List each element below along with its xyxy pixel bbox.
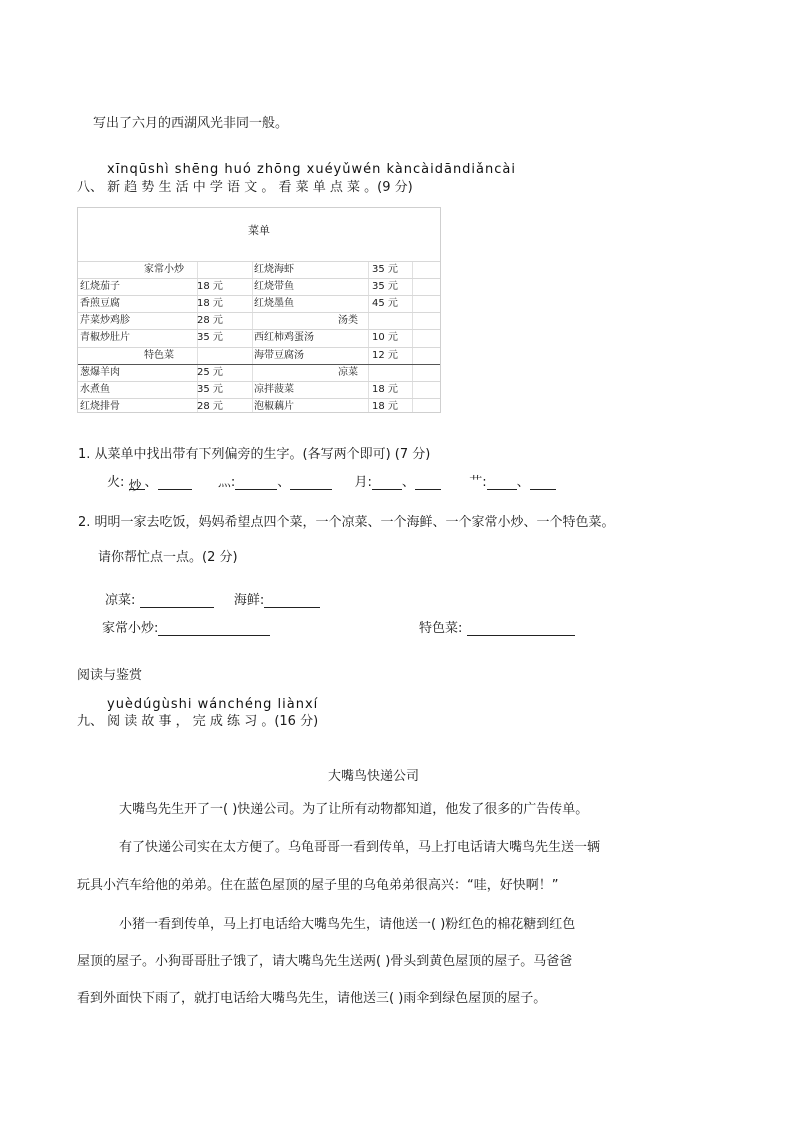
moon-radical-label: 月: <box>354 475 372 490</box>
cold-dish-answer[interactable] <box>140 593 214 608</box>
menu-cell-l-name: 水煮鱼 <box>80 383 110 395</box>
moon-answer-1[interactable] <box>372 475 402 490</box>
story-paragraph-3a: 小猪一看到传单，马上打电话给大嘴鸟先生，请他送一( )粉红色的棉花糖到红色 <box>119 917 576 932</box>
menu-cell-r-name: 红烧海虾 <box>254 264 294 275</box>
fire-example: 炒 <box>128 479 142 494</box>
q1-answer-line <box>107 471 556 494</box>
menu-cell-l-price: 35 元 <box>197 332 223 344</box>
sep: 、 <box>277 475 291 490</box>
home-dish-label: 家常小炒: <box>102 621 159 636</box>
home-dish-answer[interactable] <box>158 621 270 636</box>
menu-row <box>78 398 440 415</box>
menu-row <box>78 278 440 295</box>
menu-cell-r-name: 凉拌菠菜 <box>254 383 294 395</box>
menu-row <box>78 347 440 364</box>
menu-cell-r-price: 10 元 <box>372 332 398 344</box>
intro-line: 写出了六月的西湖风光非同一般。 <box>93 116 289 131</box>
seafood-label: 海鲜: <box>233 593 265 608</box>
menu-cell-l-name: 芹菜炒鸡胗 <box>80 315 130 327</box>
q9-pinyin: yuèdúgùshi wánchéng liànxí <box>107 697 319 712</box>
menu-cell-l-price: 28 元 <box>197 400 223 412</box>
menu-cell-l-name: 葱爆羊肉 <box>80 366 120 378</box>
special-dish-label: 特色菜: <box>419 621 463 636</box>
q1-text: 1. 从菜单中找出带有下列偏旁的生字。(各写两个即可) (7 分) <box>78 447 431 462</box>
menu-title: 菜单 <box>248 224 270 237</box>
cold-dish-label: 凉菜: <box>105 593 136 608</box>
q8-pinyin: xīnqūshì shēng huó zhōng xuéyǔwén kàncàidāndiǎncài <box>107 162 516 177</box>
story-paragraph-1: 大嘴鸟先生开了一( )快递公司。为了让所有动物都知道，他发了很多的广告传单。 <box>119 802 589 817</box>
menu-cell-l-name: 红烧排骨 <box>80 400 120 412</box>
menu-cell-l-name: 青椒炒肚片 <box>80 332 130 344</box>
menu-row <box>78 295 440 312</box>
menu-cell-r-name: 凉菜 <box>338 366 358 378</box>
dots-radical-label: 灬: <box>217 475 236 490</box>
menu-cell-r-price: 18 元 <box>372 400 398 412</box>
q9-title: 九、 阅 读 故 事 ， 完 成 练 习 。(16 分) <box>77 714 319 729</box>
menu-cell-l-name: 香煎豆腐 <box>80 298 120 310</box>
dots-answer-1[interactable] <box>235 475 277 490</box>
sep: 、 <box>516 475 530 490</box>
grass-radical-label: 艹: <box>469 475 487 490</box>
story-paragraph-2b: 玩具小汽车给他的弟弟。住在蓝色屋顶的屋子里的乌龟弟弟很高兴：“哇，好快啊！” <box>77 878 559 893</box>
sep: 、 <box>144 475 158 490</box>
menu-cell-r-name: 红烧带鱼 <box>254 281 294 293</box>
menu-cell-r-price: 35 元 <box>372 281 398 293</box>
menu-cell-l-price: 25 元 <box>197 366 223 378</box>
menu-cell-r-name: 海带豆腐汤 <box>254 349 304 361</box>
seafood-answer[interactable] <box>264 593 320 608</box>
menu-cell-r-price: 45 元 <box>372 298 398 310</box>
q2-text: 2. 明明一家去吃饭，妈妈希望点四个菜，一个凉菜、一个海鲜、一个家常小炒、一个特色菜。 <box>78 515 615 530</box>
q2-text-2: 请你帮忙点一点。(2 分) <box>98 550 238 565</box>
menu-cell-r-price: 18 元 <box>372 383 398 395</box>
section-heading: 阅读与鉴赏 <box>77 668 143 683</box>
fire-radical-label: 火: <box>107 475 125 490</box>
story-paragraph-3c: 看到外面快下雨了，就打电话给大嘴鸟先生，请他送三( )雨伞到绿色屋顶的屋子。 <box>77 991 547 1006</box>
q2-row-2 <box>102 617 270 636</box>
menu-cell-r-name: 红烧墨鱼 <box>254 298 294 310</box>
menu-cell-r-name: 西红柿鸡蛋汤 <box>254 332 314 344</box>
grass-answer-1[interactable] <box>487 475 517 490</box>
moon-answer-2[interactable] <box>415 475 441 490</box>
menu-table <box>77 207 441 413</box>
menu-cell-r-price: 12 元 <box>372 349 398 361</box>
q8-title: 八、 新 趋 势 生 活 中 学 语 文 。 看 菜 单 点 菜 。(9 分) <box>77 180 413 195</box>
grass-answer-2[interactable] <box>530 475 556 490</box>
menu-cell-l-name: 红烧茄子 <box>80 281 120 293</box>
q2-row-1 <box>105 589 320 608</box>
menu-row <box>78 329 440 346</box>
fire-answer-2[interactable] <box>158 475 192 490</box>
menu-row <box>78 364 440 381</box>
menu-cell-l-price: 18 元 <box>197 281 223 293</box>
menu-row <box>78 261 440 278</box>
menu-cell-l-price: 28 元 <box>197 315 223 327</box>
menu-cell-r-price: 35 元 <box>372 264 398 275</box>
menu-cell-r-name: 汤类 <box>338 315 358 327</box>
menu-cell-l-price: 18 元 <box>197 298 223 310</box>
sep: 、 <box>401 475 415 490</box>
fire-answer-1[interactable] <box>128 475 145 494</box>
menu-cell-l-name: 特色菜 <box>144 349 174 361</box>
story-title: 大嘴鸟快递公司 <box>328 769 420 784</box>
menu-cell-l-name: 家常小炒 <box>144 264 184 275</box>
special-dish-answer[interactable] <box>467 621 575 636</box>
menu-row <box>78 312 440 329</box>
story-paragraph-3b: 屋顶的屋子。小狗哥哥肚子饿了，请大嘴鸟先生送两( )骨头到黄色屋顶的屋子。马爸爸 <box>77 954 573 969</box>
q2-row-2-right <box>419 617 575 636</box>
dots-answer-2[interactable] <box>290 475 332 490</box>
menu-row <box>78 381 440 398</box>
menu-cell-l-price: 35 元 <box>197 383 223 395</box>
menu-cell-r-name: 泡椒藕片 <box>254 400 294 412</box>
story-paragraph-2a: 有了快递公司实在太方便了。乌龟哥哥一看到传单，马上打电话请大嘴鸟先生送一辆 <box>119 840 601 855</box>
